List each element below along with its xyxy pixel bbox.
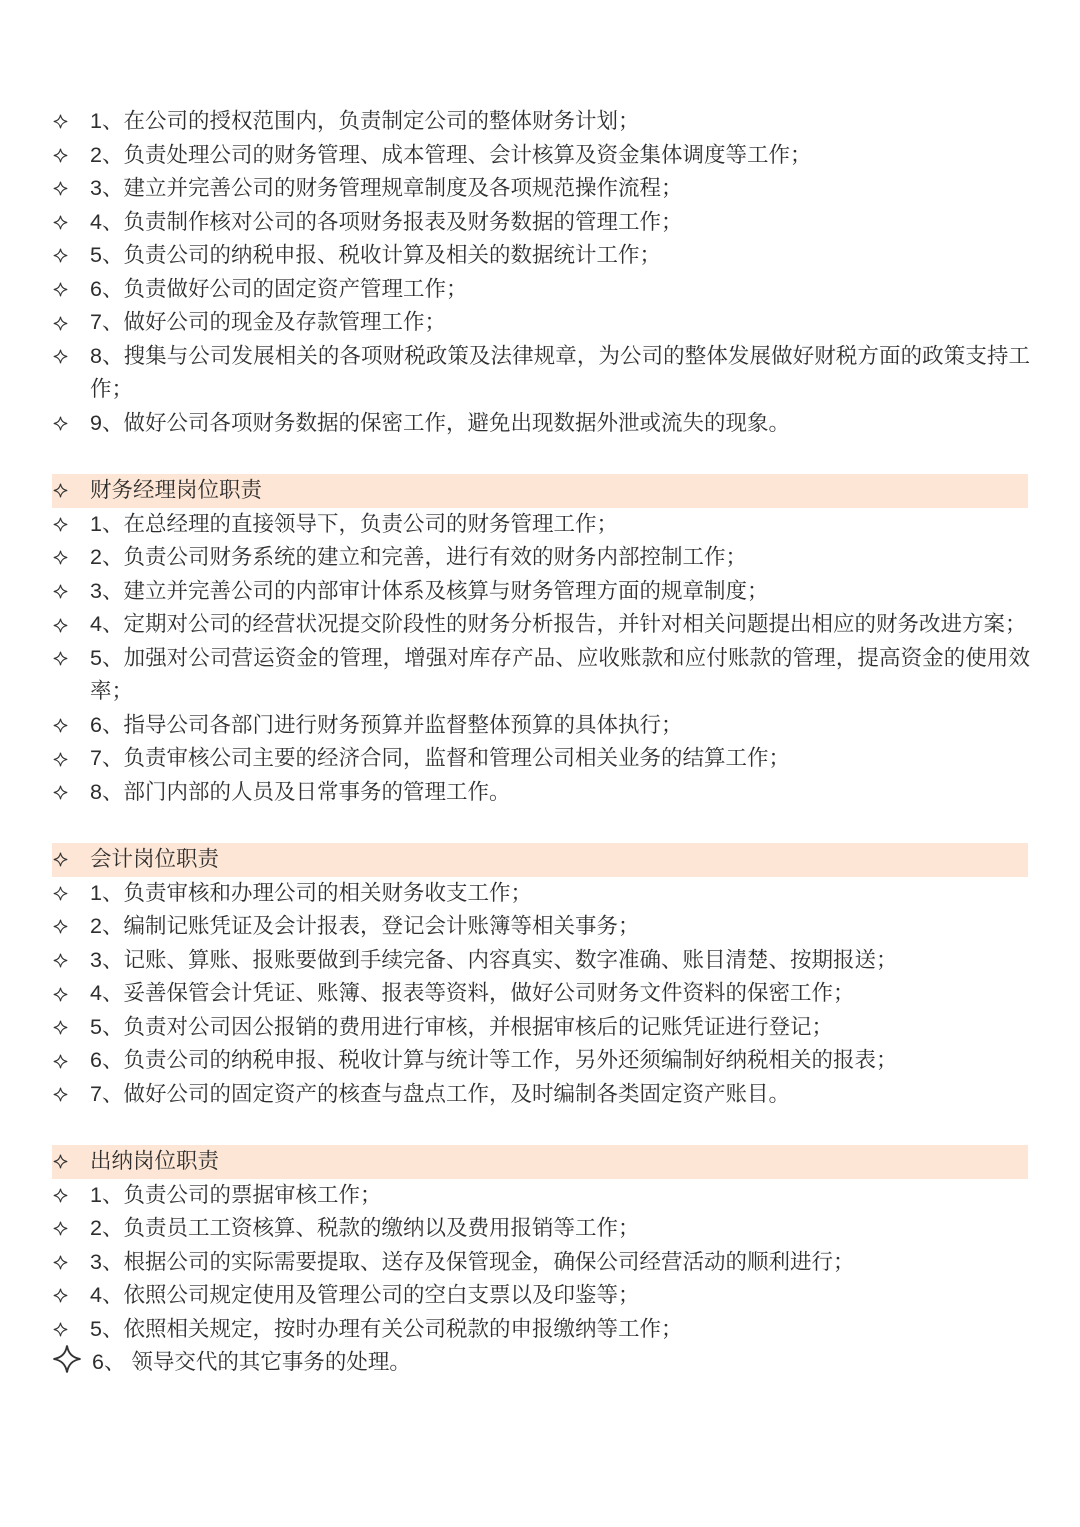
four-point-star-icon <box>52 508 90 542</box>
large-four-point-star-icon <box>52 1346 90 1380</box>
list-item <box>52 340 1034 407</box>
list-item <box>52 944 1034 978</box>
list-item <box>52 172 1034 206</box>
list-item <box>52 407 1034 441</box>
section-accountant <box>52 843 1034 1111</box>
list-item <box>52 910 1034 944</box>
list-item <box>52 642 1034 709</box>
list-item-text: 6、负责公司的纳税申报、税收计算与统计等工作，另外还须编制好纳税相关的报表； <box>90 1048 898 1073</box>
list-item <box>52 1044 1034 1078</box>
list-item-text: 8、部门内部的人员及日常事务的管理工作。 <box>90 779 511 804</box>
list-item-text: 6、 领导交代的其它事务的处理。 <box>92 1350 411 1375</box>
section-title: 会计岗位职责 <box>90 847 220 872</box>
list-item-text: 5、负责对公司因公报销的费用进行审核，并根据审核后的记账凭证进行登记； <box>90 1014 833 1039</box>
list-item <box>52 1246 1034 1280</box>
section-header <box>52 474 1028 508</box>
list-item-text: 6、指导公司各部门进行财务预算并监督整体预算的具体执行； <box>90 712 683 737</box>
four-point-star-icon <box>52 239 90 273</box>
list-item-text: 4、负责制作核对公司的各项财务报表及财务数据的管理工作； <box>90 209 683 234</box>
list-item <box>52 306 1034 340</box>
four-point-star-icon <box>52 977 90 1011</box>
four-point-star-icon <box>52 642 90 676</box>
four-point-star-icon <box>52 1179 90 1213</box>
section-finance-manager <box>52 474 1034 809</box>
list-item-text: 3、根据公司的实际需要提取、送存及保管现金，确保公司经营活动的顺利进行； <box>90 1249 855 1274</box>
list-item <box>52 709 1034 743</box>
list-item-text: 1、负责审核和办理公司的相关财务收支工作； <box>90 880 532 905</box>
list-item-text: 1、负责公司的票据审核工作； <box>90 1182 382 1207</box>
four-point-star-icon <box>52 742 90 776</box>
four-point-star-icon <box>52 273 90 307</box>
list-item-text: 8、搜集与公司发展相关的各项财税政策及法律规章，为公司的整体发展做好财税方面的政策支持工作； <box>90 343 1030 402</box>
document-body <box>52 105 1034 1380</box>
section-title: 财务经理岗位职责 <box>90 478 263 503</box>
list-item-text: 1、在公司的授权范围内，负责制定公司的整体财务计划； <box>90 109 640 133</box>
four-point-star-icon <box>52 910 90 944</box>
list-item <box>52 977 1034 1011</box>
list-item-text: 4、妥善保管会计凭证、账簿、报表等资料，做好公司财务文件资料的保密工作； <box>90 981 855 1006</box>
list-item-text: 7、做好公司的固定资产的核查与盘点工作，及时编制各类固定资产账目。 <box>90 1081 790 1106</box>
four-point-star-icon <box>52 407 90 441</box>
list-item <box>52 877 1034 911</box>
four-point-star-icon <box>52 575 90 609</box>
list-item <box>52 1313 1034 1347</box>
list-item <box>52 105 1034 139</box>
four-point-star-icon <box>52 1246 90 1280</box>
list-item-text: 7、负责审核公司主要的经济合同，监督和管理公司相关业务的结算工作； <box>90 746 790 771</box>
list-item <box>52 1179 1034 1213</box>
four-point-star-icon <box>52 340 90 374</box>
section-header <box>52 1145 1028 1179</box>
list-item-text: 2、编制记账凭证及会计报表，登记会计账簿等相关事务； <box>90 914 640 939</box>
four-point-star-icon <box>52 709 90 743</box>
list-item <box>52 139 1034 173</box>
list-item <box>52 1078 1034 1112</box>
section-title: 出纳岗位职责 <box>90 1148 220 1173</box>
list-item-text: 2、负责处理公司的财务管理、成本管理、会计核算及资金集体调度等工作； <box>90 142 812 167</box>
four-point-star-icon <box>52 1313 90 1347</box>
list-item-text: 3、建立并完善公司的内部审计体系及核算与财务管理方面的规章制度； <box>90 578 769 603</box>
list-item-text: 2、负责公司财务系统的建立和完善，进行有效的财务内部控制工作； <box>90 545 747 570</box>
list-item <box>52 575 1034 609</box>
list-item <box>52 1212 1034 1246</box>
four-point-star-icon <box>52 474 90 508</box>
four-point-star-icon <box>52 541 90 575</box>
four-point-star-icon <box>52 139 90 173</box>
section-general-finance <box>52 105 1034 440</box>
four-point-star-icon <box>52 776 90 810</box>
four-point-star-icon <box>52 877 90 911</box>
section-header <box>52 843 1028 877</box>
list-item <box>52 508 1034 542</box>
list-item-text: 2、负责员工工资核算、税款的缴纳以及费用报销等工作； <box>90 1216 640 1241</box>
list-item-text: 7、做好公司的现金及存款管理工作； <box>90 310 446 335</box>
four-point-star-icon <box>52 172 90 206</box>
four-point-star-icon <box>52 206 90 240</box>
four-point-star-icon <box>52 608 90 642</box>
section-cashier <box>52 1145 1034 1380</box>
list-item <box>52 742 1034 776</box>
four-point-star-icon <box>52 306 90 340</box>
list-item-text: 3、建立并完善公司的财务管理规章制度及各项规范操作流程； <box>90 176 683 201</box>
list-item <box>52 239 1034 273</box>
four-point-star-icon <box>52 1011 90 1045</box>
list-item-text: 4、定期对公司的经营状况提交阶段性的财务分析报告，并针对相关问题提出相应的财务改进方案； <box>90 612 1027 637</box>
list-item <box>52 541 1034 575</box>
four-point-star-icon <box>52 1212 90 1246</box>
list-item-text: 4、依照公司规定使用及管理公司的空白支票以及印鉴等； <box>90 1283 640 1308</box>
list-item-text: 5、加强对公司营运资金的管理，增强对库存产品、应收账款和应付账款的管理，提高资金的使用效率； <box>90 645 1030 704</box>
four-point-star-icon <box>52 1279 90 1313</box>
four-point-star-icon <box>52 1044 90 1078</box>
list-item <box>52 608 1034 642</box>
list-item <box>52 776 1034 810</box>
list-item <box>52 1346 1034 1380</box>
list-item <box>52 1279 1034 1313</box>
list-item-text: 9、做好公司各项财务数据的保密工作，避免出现数据外泄或流失的现象。 <box>90 410 790 435</box>
list-item-text: 5、依照相关规定，按时办理有关公司税款的申报缴纳等工作； <box>90 1316 683 1341</box>
four-point-star-icon <box>52 944 90 978</box>
list-item <box>52 1011 1034 1045</box>
list-item-text: 6、负责做好公司的固定资产管理工作； <box>90 276 468 301</box>
list-item-text: 5、负责公司的纳税申报、税收计算及相关的数据统计工作； <box>90 243 661 268</box>
four-point-star-icon <box>52 105 90 139</box>
list-item <box>52 206 1034 240</box>
list-item-text: 3、记账、算账、报账要做到手续完备、内容真实、数字准确、账目清楚、按期报送； <box>90 947 898 972</box>
list-item <box>52 273 1034 307</box>
four-point-star-icon <box>52 843 90 877</box>
four-point-star-icon <box>52 1145 90 1179</box>
four-point-star-icon <box>52 1078 90 1112</box>
list-item-text: 1、在总经理的直接领导下，负责公司的财务管理工作； <box>90 511 618 536</box>
